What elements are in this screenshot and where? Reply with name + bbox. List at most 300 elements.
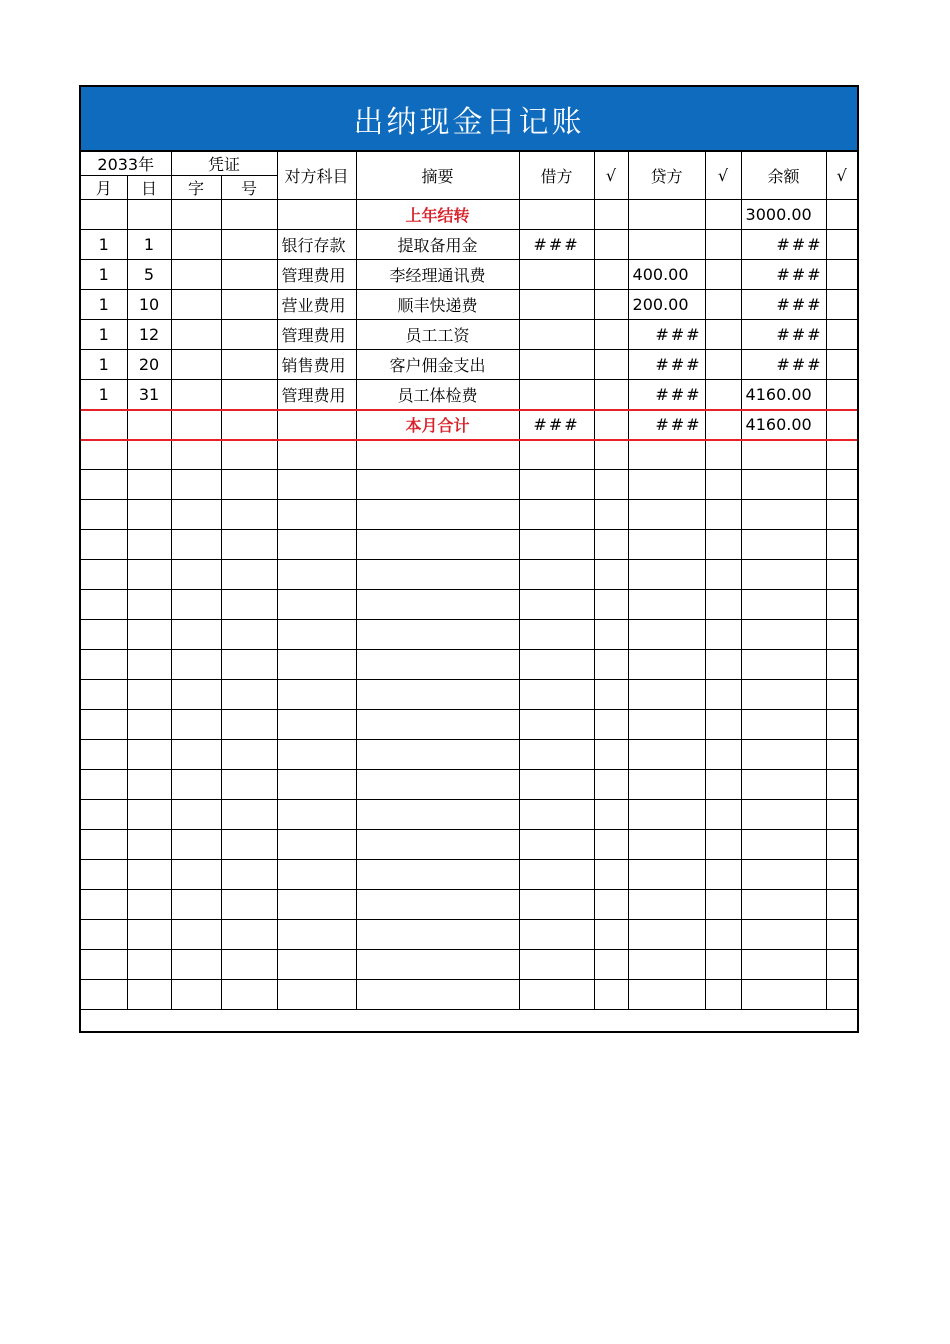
total-summary[interactable]: 本月合计 [356,410,519,440]
empty-cell[interactable] [628,920,705,950]
empty-cell[interactable] [81,980,127,1010]
empty-cell[interactable] [519,440,594,470]
cell[interactable] [171,200,221,230]
empty-cell[interactable] [356,590,519,620]
empty-cell[interactable] [741,710,826,740]
empty-cell[interactable] [705,980,741,1010]
empty-cell[interactable] [81,950,127,980]
entry-check2[interactable] [705,350,741,380]
empty-cell[interactable] [826,590,857,620]
empty-cell[interactable] [171,620,221,650]
empty-cell[interactable] [127,740,171,770]
empty-cell[interactable] [741,890,826,920]
empty-cell[interactable] [594,650,628,680]
empty-cell[interactable] [356,470,519,500]
empty-cell[interactable] [277,620,356,650]
empty-cell[interactable] [628,770,705,800]
empty-cell[interactable] [356,710,519,740]
cell[interactable] [705,410,741,440]
empty-cell[interactable] [826,680,857,710]
entry-account[interactable]: 管理费用 [277,320,356,350]
entry-balance[interactable]: ### [741,290,826,320]
empty-cell[interactable] [81,530,127,560]
entry-summary[interactable]: 员工体检费 [356,380,519,410]
cell[interactable] [81,410,127,440]
entry-check2[interactable] [705,260,741,290]
empty-cell[interactable] [221,620,277,650]
empty-cell[interactable] [594,800,628,830]
cell[interactable] [628,200,705,230]
empty-cell[interactable] [519,920,594,950]
empty-cell[interactable] [826,470,857,500]
empty-cell[interactable] [356,680,519,710]
empty-cell[interactable] [741,590,826,620]
empty-cell[interactable] [705,770,741,800]
entry-voucher-zi[interactable] [171,260,221,290]
entry-voucher-hao[interactable] [221,380,277,410]
entry-credit[interactable] [628,230,705,260]
empty-cell[interactable] [628,530,705,560]
empty-cell[interactable] [171,980,221,1010]
empty-cell[interactable] [171,830,221,860]
empty-cell[interactable] [826,530,857,560]
empty-cell[interactable] [277,530,356,560]
empty-cell[interactable] [356,440,519,470]
empty-cell[interactable] [628,590,705,620]
empty-cell[interactable] [356,800,519,830]
empty-cell[interactable] [221,770,277,800]
empty-cell[interactable] [356,860,519,890]
empty-cell[interactable] [127,980,171,1010]
entry-voucher-zi[interactable] [171,380,221,410]
empty-cell[interactable] [741,650,826,680]
entry-debit[interactable] [519,260,594,290]
empty-cell[interactable] [221,710,277,740]
empty-cell[interactable] [519,650,594,680]
empty-cell[interactable] [826,980,857,1010]
entry-voucher-hao[interactable] [221,230,277,260]
entry-check3[interactable] [826,350,857,380]
entry-check2[interactable] [705,230,741,260]
entry-account[interactable]: 管理费用 [277,380,356,410]
empty-cell[interactable] [519,980,594,1010]
entry-account[interactable]: 银行存款 [277,230,356,260]
empty-cell[interactable] [81,770,127,800]
empty-cell[interactable] [171,770,221,800]
empty-cell[interactable] [594,710,628,740]
empty-cell[interactable] [127,590,171,620]
empty-cell[interactable] [705,500,741,530]
empty-cell[interactable] [221,740,277,770]
empty-cell[interactable] [277,680,356,710]
empty-cell[interactable] [81,800,127,830]
empty-cell[interactable] [519,800,594,830]
empty-cell[interactable] [826,560,857,590]
empty-cell[interactable] [741,500,826,530]
empty-cell[interactable] [81,620,127,650]
entry-account[interactable]: 销售费用 [277,350,356,380]
empty-cell[interactable] [628,620,705,650]
empty-cell[interactable] [81,440,127,470]
entry-credit[interactable]: ### [628,380,705,410]
entry-voucher-zi[interactable] [171,230,221,260]
empty-cell[interactable] [705,470,741,500]
empty-cell[interactable] [826,890,857,920]
empty-cell[interactable] [277,980,356,1010]
empty-cell[interactable] [519,620,594,650]
empty-cell[interactable] [81,740,127,770]
empty-cell[interactable] [221,650,277,680]
entry-voucher-zi[interactable] [171,350,221,380]
empty-cell[interactable] [705,860,741,890]
empty-cell[interactable] [356,920,519,950]
empty-cell[interactable] [277,950,356,980]
entry-voucher-hao[interactable] [221,350,277,380]
empty-cell[interactable] [81,890,127,920]
entry-balance[interactable]: ### [741,260,826,290]
empty-cell[interactable] [826,830,857,860]
entry-summary[interactable]: 李经理通讯费 [356,260,519,290]
total-debit[interactable]: ### [519,410,594,440]
empty-cell[interactable] [127,860,171,890]
empty-cell[interactable] [826,710,857,740]
entry-debit[interactable] [519,290,594,320]
empty-cell[interactable] [277,860,356,890]
empty-cell[interactable] [519,500,594,530]
empty-cell[interactable] [594,920,628,950]
entry-balance[interactable]: ### [741,350,826,380]
empty-cell[interactable] [594,590,628,620]
empty-cell[interactable] [594,500,628,530]
empty-cell[interactable] [628,890,705,920]
empty-cell[interactable] [594,950,628,980]
empty-cell[interactable] [277,800,356,830]
cell[interactable] [81,200,127,230]
empty-cell[interactable] [171,890,221,920]
empty-cell[interactable] [277,470,356,500]
empty-cell[interactable] [356,500,519,530]
empty-cell[interactable] [705,920,741,950]
empty-cell[interactable] [826,950,857,980]
empty-cell[interactable] [628,500,705,530]
entry-check1[interactable] [594,320,628,350]
entry-day[interactable]: 12 [127,320,171,350]
empty-cell[interactable] [705,830,741,860]
empty-cell[interactable] [519,950,594,980]
entry-day[interactable]: 31 [127,380,171,410]
empty-cell[interactable] [628,740,705,770]
empty-cell[interactable] [221,980,277,1010]
empty-cell[interactable] [277,830,356,860]
empty-cell[interactable] [127,890,171,920]
entry-check3[interactable] [826,230,857,260]
empty-cell[interactable] [519,770,594,800]
empty-cell[interactable] [705,620,741,650]
entry-debit[interactable] [519,380,594,410]
empty-cell[interactable] [127,830,171,860]
entry-voucher-zi[interactable] [171,320,221,350]
empty-cell[interactable] [221,440,277,470]
empty-cell[interactable] [594,770,628,800]
empty-cell[interactable] [171,740,221,770]
total-balance[interactable]: 4160.00 [741,410,826,440]
empty-cell[interactable] [594,890,628,920]
empty-cell[interactable] [127,560,171,590]
empty-cell[interactable] [356,770,519,800]
empty-cell[interactable] [221,560,277,590]
entry-month[interactable]: 1 [81,290,127,320]
empty-cell[interactable] [221,890,277,920]
empty-cell[interactable] [356,650,519,680]
entry-check1[interactable] [594,290,628,320]
empty-cell[interactable] [519,680,594,710]
entry-voucher-hao[interactable] [221,260,277,290]
empty-cell[interactable] [741,470,826,500]
entry-day[interactable]: 10 [127,290,171,320]
entry-month[interactable]: 1 [81,260,127,290]
empty-cell[interactable] [826,620,857,650]
entry-balance[interactable]: 4160.00 [741,380,826,410]
entry-month[interactable]: 1 [81,380,127,410]
empty-cell[interactable] [277,560,356,590]
empty-cell[interactable] [519,530,594,560]
empty-cell[interactable] [81,920,127,950]
entry-check1[interactable] [594,350,628,380]
empty-cell[interactable] [277,650,356,680]
empty-cell[interactable] [705,950,741,980]
empty-cell[interactable] [705,590,741,620]
empty-cell[interactable] [171,440,221,470]
empty-cell[interactable] [221,590,277,620]
entry-voucher-hao[interactable] [221,290,277,320]
empty-cell[interactable] [705,740,741,770]
empty-cell[interactable] [628,860,705,890]
empty-cell[interactable] [741,830,826,860]
total-credit[interactable]: ### [628,410,705,440]
empty-cell[interactable] [826,650,857,680]
empty-cell[interactable] [127,770,171,800]
cell[interactable] [519,200,594,230]
cell[interactable] [221,200,277,230]
empty-cell[interactable] [171,650,221,680]
empty-cell[interactable] [705,680,741,710]
entry-credit[interactable]: ### [628,320,705,350]
entry-account[interactable]: 营业费用 [277,290,356,320]
empty-cell[interactable] [519,740,594,770]
empty-cell[interactable] [356,980,519,1010]
empty-cell[interactable] [277,710,356,740]
empty-cell[interactable] [171,470,221,500]
empty-cell[interactable] [127,440,171,470]
entry-voucher-zi[interactable] [171,290,221,320]
cell[interactable] [277,410,356,440]
empty-cell[interactable] [628,950,705,980]
empty-cell[interactable] [741,680,826,710]
empty-cell[interactable] [741,440,826,470]
empty-cell[interactable] [628,440,705,470]
empty-cell[interactable] [171,680,221,710]
entry-summary[interactable]: 员工工资 [356,320,519,350]
empty-cell[interactable] [171,920,221,950]
entry-debit[interactable] [519,350,594,380]
empty-cell[interactable] [594,440,628,470]
empty-cell[interactable] [127,680,171,710]
empty-cell[interactable] [826,440,857,470]
empty-cell[interactable] [356,620,519,650]
empty-cell[interactable] [127,800,171,830]
empty-cell[interactable] [277,590,356,620]
entry-day[interactable]: 1 [127,230,171,260]
empty-cell[interactable] [594,740,628,770]
empty-cell[interactable] [594,830,628,860]
empty-cell[interactable] [356,530,519,560]
carry-balance[interactable]: 3000.00 [741,200,826,230]
entry-balance[interactable]: ### [741,230,826,260]
empty-cell[interactable] [741,950,826,980]
empty-cell[interactable] [221,920,277,950]
empty-cell[interactable] [519,590,594,620]
empty-cell[interactable] [171,590,221,620]
empty-cell[interactable] [221,680,277,710]
empty-cell[interactable] [221,800,277,830]
empty-cell[interactable] [221,470,277,500]
empty-cell[interactable] [81,560,127,590]
cell[interactable] [594,200,628,230]
empty-cell[interactable] [127,920,171,950]
cell[interactable] [705,200,741,230]
empty-cell[interactable] [826,800,857,830]
empty-cell[interactable] [81,500,127,530]
empty-cell[interactable] [594,470,628,500]
entry-day[interactable]: 20 [127,350,171,380]
empty-cell[interactable] [594,860,628,890]
empty-cell[interactable] [221,860,277,890]
entry-check2[interactable] [705,290,741,320]
empty-cell[interactable] [81,710,127,740]
empty-cell[interactable] [705,650,741,680]
empty-cell[interactable] [171,710,221,740]
empty-cell[interactable] [519,860,594,890]
entry-check1[interactable] [594,260,628,290]
entry-voucher-hao[interactable] [221,320,277,350]
empty-cell[interactable] [519,830,594,860]
carry-summary[interactable]: 上年结转 [356,200,519,230]
empty-cell[interactable] [826,500,857,530]
empty-cell[interactable] [519,470,594,500]
cell[interactable] [127,410,171,440]
empty-cell[interactable] [356,740,519,770]
entry-check3[interactable] [826,290,857,320]
empty-cell[interactable] [705,530,741,560]
empty-cell[interactable] [741,860,826,890]
empty-cell[interactable] [741,800,826,830]
empty-cell[interactable] [741,530,826,560]
empty-cell[interactable] [277,770,356,800]
empty-cell[interactable] [221,530,277,560]
empty-cell[interactable] [221,950,277,980]
entry-summary[interactable]: 客户佣金支出 [356,350,519,380]
empty-cell[interactable] [705,440,741,470]
empty-cell[interactable] [171,530,221,560]
entry-debit[interactable]: ### [519,230,594,260]
empty-cell[interactable] [171,500,221,530]
empty-cell[interactable] [171,800,221,830]
empty-cell[interactable] [826,770,857,800]
empty-cell[interactable] [81,830,127,860]
entry-credit[interactable]: 400.00 [628,260,705,290]
empty-cell[interactable] [628,800,705,830]
empty-cell[interactable] [594,560,628,590]
cell[interactable] [277,200,356,230]
empty-cell[interactable] [741,980,826,1010]
empty-cell[interactable] [127,650,171,680]
entry-account[interactable]: 管理费用 [277,260,356,290]
empty-cell[interactable] [277,920,356,950]
empty-cell[interactable] [826,860,857,890]
empty-cell[interactable] [171,860,221,890]
empty-cell[interactable] [741,740,826,770]
empty-cell[interactable] [628,680,705,710]
empty-cell[interactable] [171,560,221,590]
empty-cell[interactable] [171,950,221,980]
entry-check3[interactable] [826,380,857,410]
empty-cell[interactable] [826,740,857,770]
empty-cell[interactable] [705,800,741,830]
entry-balance[interactable]: ### [741,320,826,350]
empty-cell[interactable] [127,710,171,740]
empty-cell[interactable] [594,980,628,1010]
empty-cell[interactable] [127,470,171,500]
entry-month[interactable]: 1 [81,320,127,350]
entry-credit[interactable]: 200.00 [628,290,705,320]
empty-cell[interactable] [594,680,628,710]
empty-cell[interactable] [741,620,826,650]
empty-cell[interactable] [81,590,127,620]
empty-cell[interactable] [826,920,857,950]
empty-cell[interactable] [127,620,171,650]
empty-cell[interactable] [628,980,705,1010]
empty-cell[interactable] [221,500,277,530]
entry-summary[interactable]: 顺丰快递费 [356,290,519,320]
entry-check1[interactable] [594,380,628,410]
cell[interactable] [826,200,857,230]
entry-credit[interactable]: ### [628,350,705,380]
empty-cell[interactable] [705,560,741,590]
empty-cell[interactable] [221,830,277,860]
empty-cell[interactable] [628,650,705,680]
empty-cell[interactable] [519,560,594,590]
empty-cell[interactable] [277,890,356,920]
empty-cell[interactable] [127,500,171,530]
empty-cell[interactable] [356,830,519,860]
cell[interactable] [221,410,277,440]
empty-cell[interactable] [356,950,519,980]
empty-cell[interactable] [81,860,127,890]
entry-month[interactable]: 1 [81,350,127,380]
empty-cell[interactable] [356,890,519,920]
cell[interactable] [127,200,171,230]
empty-cell[interactable] [519,890,594,920]
empty-cell[interactable] [705,890,741,920]
empty-cell[interactable] [628,830,705,860]
empty-cell[interactable] [594,530,628,560]
entry-check2[interactable] [705,380,741,410]
empty-cell[interactable] [628,560,705,590]
cell[interactable] [826,410,857,440]
entry-check2[interactable] [705,320,741,350]
empty-cell[interactable] [81,650,127,680]
empty-cell[interactable] [594,620,628,650]
